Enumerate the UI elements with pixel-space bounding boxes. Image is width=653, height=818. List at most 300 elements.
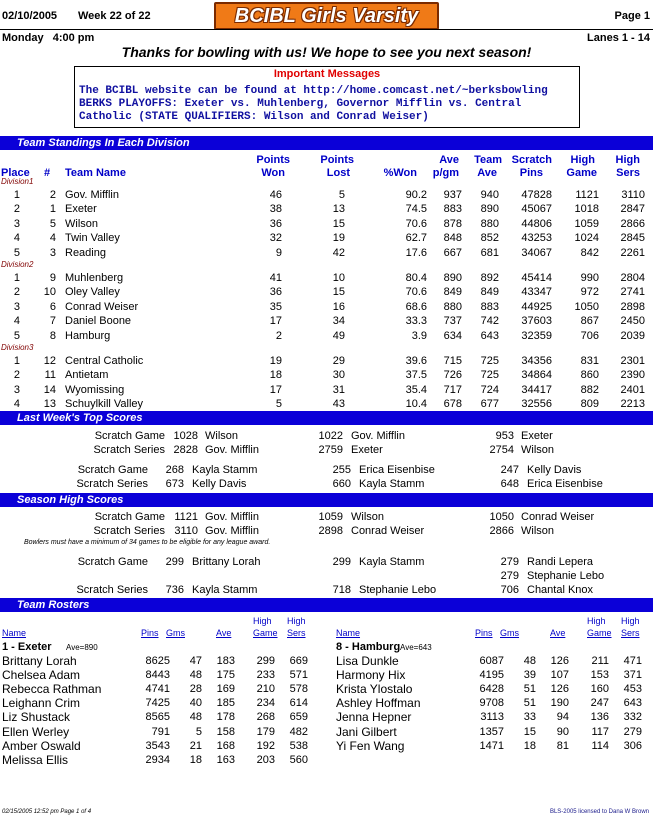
- bowler-name: Conrad Weiser: [351, 525, 425, 537]
- standings-cell-tave: 892: [480, 272, 499, 284]
- player-name: Liz Shustack: [2, 710, 71, 725]
- player-name: Brittany Lorah: [2, 654, 77, 668]
- player-name: Ellen Werley: [2, 724, 70, 739]
- standings-cell-pct: 68.6: [405, 300, 427, 313]
- player-stat: 268: [256, 711, 275, 724]
- player-stat: 306: [623, 739, 642, 752]
- score-value: 718: [332, 584, 351, 596]
- bowler-name: Gov. Mifflin: [351, 430, 405, 442]
- messages-title: Important Messages: [273, 68, 381, 80]
- bowler-name: Exeter: [521, 430, 553, 442]
- player-name: Chelsea Adam: [2, 668, 81, 683]
- important-messages-box: [74, 66, 580, 128]
- standings-cell-place: 5: [13, 329, 20, 342]
- player-name: Lisa Dunkle: [336, 654, 399, 668]
- team-name: Gov. Mifflin: [65, 189, 119, 201]
- standings-cell-hs: 2301: [620, 355, 645, 367]
- standings-cell-lost: 15: [332, 286, 345, 299]
- standings-cell-won: 5: [275, 398, 282, 411]
- standings-cell-hs: 2845: [620, 232, 645, 245]
- standings-cell-pins: 45414: [521, 272, 552, 284]
- player-stat: 94: [556, 711, 569, 724]
- player-stat: 21: [189, 739, 202, 752]
- standings-cell-pct: 10.4: [405, 398, 427, 411]
- standings-cell-pct: 70.6: [405, 286, 427, 299]
- standings-cell-pct: 33.3: [405, 315, 427, 328]
- player-stat: 126: [550, 655, 569, 667]
- score-value: 2866: [489, 525, 514, 537]
- bowler-name: Conrad Weiser: [521, 511, 595, 523]
- message-line: Catholic (STATE QUALIFIERS: Wilson and Conrad Weiser): [79, 111, 429, 123]
- bowler-name: Wilson: [205, 430, 239, 442]
- standings-cell-hs: 2401: [620, 383, 645, 396]
- section-bar-season-high: Season High Scores: [0, 493, 653, 507]
- roster-team-title: 8 - Hamburg: [336, 641, 401, 653]
- score-label: Scratch Game: [77, 556, 148, 568]
- player-stat: 175: [216, 669, 235, 682]
- player-stat: 39: [523, 669, 536, 682]
- standings-cell-lost: 49: [332, 329, 345, 342]
- day-time: Monday 4:00 pm: [2, 32, 95, 44]
- standings-cell-ave: 890: [443, 272, 462, 284]
- standings-cell-pct: 90.2: [405, 189, 427, 201]
- standings-cell-num: 2: [49, 189, 56, 201]
- player-stat: 234: [256, 697, 275, 710]
- standings-cell-pins: 34067: [521, 246, 552, 259]
- message-line: BERKS PLAYOFFS: Exeter vs. Muhlenberg, Governor Mifflin vs. Central: [79, 98, 522, 110]
- standings-cell-pins: 47828: [521, 189, 552, 201]
- player-stat: 538: [289, 739, 308, 752]
- player-stat: 136: [590, 711, 609, 724]
- standings-cell-hg: 1024: [574, 232, 599, 245]
- bowler-name: Kelly Davis: [527, 464, 582, 476]
- standings-cell-hs: 2261: [620, 246, 645, 259]
- standings-cell-place: 4: [13, 398, 20, 411]
- standings-cell-pins: 43253: [521, 232, 552, 245]
- division-label: Division1: [1, 177, 34, 186]
- standings-cell-won: 19: [269, 355, 282, 367]
- standings-cell-pct: 74.5: [405, 203, 427, 216]
- player-stat: 791: [151, 725, 170, 738]
- score-label: Scratch Series: [76, 584, 148, 596]
- standings-cell-lost: 30: [332, 369, 345, 382]
- standings-cell-tave: 849: [480, 286, 499, 299]
- standings-cell-hg: 1059: [574, 217, 599, 230]
- player-name: Ashley Hoffman: [336, 696, 421, 711]
- standings-cell-place: 3: [13, 383, 20, 396]
- score-value: 2759: [318, 444, 343, 456]
- player-stat: 183: [216, 655, 235, 667]
- score-value: 299: [165, 556, 184, 568]
- standings-cell-place: 3: [13, 300, 20, 313]
- bowler-name: Brittany Lorah: [192, 556, 261, 568]
- standings-cell-place: 1: [13, 272, 20, 284]
- report-date: 02/10/2005: [2, 10, 58, 22]
- footer-license: BLS-2005 licensed to Dana W Brown: [549, 809, 649, 815]
- score-value: 1022: [318, 430, 343, 442]
- roster-header-hs: Sers: [621, 628, 640, 638]
- footer-timestamp: 02/15/2005 12:52 pm Page 1 of 4: [2, 809, 92, 815]
- standings-cell-num: 1: [49, 203, 56, 216]
- team-name: Antietam: [65, 369, 109, 382]
- score-label: Scratch Series: [76, 478, 148, 490]
- standings-cell-num: 14: [43, 383, 56, 396]
- bowler-name: Stephanie Lebo: [527, 570, 605, 582]
- column-header-tave-top: Team: [474, 154, 502, 166]
- bowler-name: Kayla Stamm: [192, 464, 258, 476]
- standings-cell-hg: 831: [580, 355, 599, 367]
- player-name: Amber Oswald: [2, 738, 81, 753]
- player-stat: 299: [256, 655, 275, 667]
- player-stat: 9708: [479, 697, 504, 710]
- bowler-name: Kayla Stamm: [359, 556, 425, 568]
- column-header-tave: Ave: [477, 167, 497, 179]
- standings-cell-num: 13: [43, 398, 56, 411]
- score-value: 660: [332, 478, 351, 490]
- player-stat: 7425: [145, 697, 170, 710]
- score-value: 736: [165, 584, 184, 596]
- standings-cell-lost: 34: [332, 315, 345, 328]
- standings-cell-tave: 883: [480, 300, 499, 313]
- score-label: Scratch Game: [77, 464, 148, 476]
- score-value: 648: [500, 478, 519, 490]
- standings-cell-hs: 2847: [620, 203, 645, 216]
- score-value: 279: [500, 556, 519, 568]
- score-value: 706: [500, 584, 519, 596]
- standings-cell-place: 4: [13, 315, 20, 328]
- score-value: 673: [165, 478, 184, 490]
- roster-header-hs-top: High: [621, 616, 640, 626]
- standings-cell-num: 4: [49, 232, 56, 245]
- roster-header-ave: Ave: [550, 628, 566, 638]
- roster-header-hg: Game: [587, 628, 612, 638]
- standings-cell-hg: 990: [580, 272, 599, 284]
- player-stat: 203: [256, 753, 275, 766]
- standings-cell-pins: 34356: [521, 355, 552, 367]
- standings-cell-won: 17: [269, 315, 282, 328]
- bowler-name: Wilson: [521, 525, 555, 537]
- standings-cell-pins: 34417: [521, 383, 552, 396]
- team-name: Exeter: [65, 203, 97, 216]
- division-label: Division2: [1, 260, 34, 269]
- player-name: Yi Fen Wang: [336, 738, 405, 753]
- standings-cell-hs: 2741: [620, 286, 645, 299]
- player-stat: 4195: [479, 669, 504, 682]
- roster-header-hg: Game: [253, 628, 278, 638]
- player-stat: 8443: [145, 669, 170, 682]
- player-stat: 6428: [479, 683, 504, 696]
- team-name: Hamburg: [65, 329, 111, 342]
- standings-cell-lost: 31: [332, 383, 345, 396]
- roster-header-hg-top: High: [587, 616, 606, 626]
- player-stat: 28: [189, 683, 202, 696]
- player-name: Krista Ylostalo: [336, 682, 413, 697]
- week-label: Week 22 of 22: [78, 10, 151, 22]
- player-stat: 4741: [145, 683, 170, 696]
- player-stat: 163: [216, 753, 235, 766]
- standings-cell-hg: 867: [580, 315, 599, 328]
- score-value: 953: [495, 430, 514, 442]
- standings-cell-hs: 2898: [620, 300, 645, 313]
- team-name: Wilson: [65, 217, 99, 230]
- standings-cell-tave: 880: [480, 217, 499, 230]
- standings-cell-ave: 878: [443, 217, 462, 230]
- standings-cell-place: 2: [13, 369, 20, 382]
- page-number: Page 1: [614, 10, 650, 22]
- bowler-name: Gov. Mifflin: [205, 511, 259, 523]
- standings-cell-hs: 2804: [620, 272, 645, 284]
- standings-cell-won: 38: [269, 203, 282, 216]
- standings-cell-place: 5: [13, 246, 20, 259]
- standings-cell-tave: 681: [480, 246, 499, 259]
- bowler-name: Kelly Davis: [192, 478, 247, 490]
- standings-cell-pins: 44925: [521, 300, 552, 313]
- standings-cell-won: 18: [269, 369, 282, 382]
- standings-cell-lost: 29: [332, 355, 345, 367]
- player-stat: 169: [216, 683, 235, 696]
- standings-cell-tave: 724: [480, 383, 499, 396]
- standings-cell-pct: 70.6: [405, 217, 427, 230]
- standings-cell-hs: 2450: [620, 315, 645, 328]
- standings-cell-lost: 5: [338, 189, 345, 201]
- player-stat: 210: [256, 683, 275, 696]
- standings-cell-num: 3: [49, 246, 56, 259]
- player-stat: 614: [289, 697, 308, 710]
- score-value: 268: [165, 464, 184, 476]
- player-stat: 211: [591, 655, 609, 667]
- standings-cell-lost: 10: [332, 272, 345, 284]
- standings-cell-ave: 634: [443, 329, 462, 342]
- team-name: Oley Valley: [65, 286, 120, 299]
- bowler-name: Wilson: [351, 511, 385, 523]
- standings-cell-num: 6: [49, 300, 56, 313]
- standings-cell-num: 10: [43, 286, 56, 299]
- player-stat: 8625: [145, 655, 170, 667]
- column-header-num: #: [44, 167, 51, 179]
- standings-cell-hg: 842: [580, 246, 599, 259]
- standings-cell-hs: 3110: [621, 189, 645, 201]
- player-stat: 40: [189, 697, 202, 710]
- player-stat: 578: [289, 683, 308, 696]
- player-stat: 126: [550, 683, 569, 696]
- standings-cell-pct: 39.6: [405, 355, 427, 367]
- column-header-hs-top: High: [615, 154, 640, 166]
- league-title-banner: [214, 2, 439, 30]
- team-name: Wyomissing: [65, 383, 125, 396]
- standings-cell-ave: 715: [443, 355, 462, 367]
- standings-cell-pins: 37603: [521, 315, 552, 328]
- player-stat: 2934: [145, 753, 170, 766]
- standings-cell-num: 7: [49, 315, 56, 328]
- column-header-pins: Pins: [519, 167, 543, 179]
- roster-header-gms: Gms: [500, 628, 519, 638]
- roster-header-hs-top: High: [287, 616, 306, 626]
- player-stat: 371: [623, 669, 642, 682]
- player-stat: 560: [289, 753, 308, 766]
- standings-cell-hs: 2213: [620, 398, 645, 411]
- standings-cell-place: 3: [13, 217, 20, 230]
- bowler-name: Kayla Stamm: [359, 478, 425, 490]
- standings-cell-num: 8: [49, 329, 56, 342]
- standings-cell-ave: 717: [443, 383, 462, 396]
- player-stat: 107: [550, 669, 569, 682]
- player-stat: 279: [623, 725, 642, 738]
- standings-cell-lost: 42: [332, 246, 345, 259]
- player-stat: 178: [216, 711, 235, 724]
- player-stat: 33: [523, 711, 536, 724]
- score-value: 2754: [489, 444, 514, 456]
- standings-cell-pct: 80.4: [405, 272, 427, 284]
- player-stat: 185: [216, 697, 235, 710]
- player-stat: 158: [216, 725, 235, 738]
- standings-cell-lost: 13: [332, 203, 345, 216]
- player-stat: 18: [523, 739, 536, 752]
- standings-cell-tave: 677: [480, 398, 499, 411]
- standings-cell-hg: 860: [580, 369, 599, 382]
- player-stat: 90: [556, 725, 569, 738]
- score-value: 279: [500, 570, 519, 582]
- player-stat: 168: [216, 739, 235, 752]
- player-stat: 192: [256, 739, 275, 752]
- roster-team-title: 1 - Exeter: [2, 641, 52, 653]
- bowler-name: Kayla Stamm: [192, 584, 258, 596]
- roster-team-average: Ave=643: [400, 643, 432, 652]
- player-stat: 117: [591, 725, 609, 738]
- standings-cell-hg: 1121: [575, 189, 599, 201]
- roster-header-name: Name: [336, 628, 361, 638]
- column-header-lost: Lost: [326, 167, 350, 179]
- player-stat: 8565: [145, 711, 170, 724]
- standings-cell-ave: 937: [443, 189, 462, 201]
- team-name: Central Catholic: [65, 355, 144, 367]
- standings-cell-hg: 1050: [574, 300, 599, 313]
- standings-cell-place: 1: [13, 355, 20, 367]
- standings-cell-hs: 2039: [620, 329, 645, 342]
- standings-cell-num: 11: [44, 369, 56, 382]
- column-header-pct: %Won: [383, 167, 417, 179]
- standings-cell-pins: 32359: [521, 329, 552, 342]
- player-stat: 1357: [479, 725, 504, 738]
- standings-cell-pins: 34864: [521, 369, 552, 382]
- player-stat: 643: [623, 697, 642, 710]
- column-header-ave-top: Ave: [439, 154, 459, 166]
- standings-cell-hg: 1018: [574, 203, 599, 216]
- player-stat: 233: [256, 669, 275, 682]
- standings-cell-pins: 43347: [521, 286, 552, 299]
- standings-cell-ave: 737: [443, 315, 462, 328]
- score-value: 1121: [174, 511, 198, 523]
- standings-cell-won: 2: [275, 329, 282, 342]
- player-stat: 659: [289, 711, 308, 724]
- standings-cell-pins: 32556: [521, 398, 552, 411]
- standings-cell-pct: 3.9: [411, 329, 427, 342]
- player-stat: 153: [590, 669, 609, 682]
- player-stat: 179: [256, 725, 275, 738]
- roster-header-hs: Sers: [287, 628, 306, 638]
- standings-cell-hg: 972: [580, 286, 599, 299]
- standings-cell-pct: 62.7: [405, 232, 427, 245]
- score-value: 299: [332, 556, 351, 568]
- section-bar-last-week: Last Week's Top Scores: [0, 411, 653, 425]
- standings-cell-tave: 940: [480, 189, 499, 201]
- player-stat: 114: [591, 739, 609, 752]
- standings-cell-num: 5: [49, 217, 56, 230]
- standings-cell-pct: 17.6: [405, 246, 427, 259]
- column-header-place: Place: [1, 167, 30, 179]
- standings-cell-hg: 706: [580, 329, 599, 342]
- section-bar-rosters: Team Rosters: [0, 598, 653, 612]
- column-header-pins-top: Scratch: [511, 154, 552, 166]
- score-value: 1028: [173, 430, 198, 442]
- bowler-name: Gov. Mifflin: [205, 525, 259, 537]
- player-name: Leighann Crim: [2, 696, 81, 711]
- team-name: Twin Valley: [65, 232, 120, 245]
- player-stat: 51: [523, 697, 536, 710]
- score-value: 2828: [173, 444, 198, 456]
- standings-cell-tave: 742: [480, 315, 499, 328]
- standings-cell-lost: 15: [332, 217, 345, 230]
- bowler-name: Erica Eisenbise: [527, 478, 603, 490]
- standings-cell-won: 41: [269, 272, 282, 284]
- player-stat: 482: [289, 725, 308, 738]
- roster-header-gms: Gms: [166, 628, 185, 638]
- standings-cell-place: 1: [13, 189, 20, 201]
- player-stat: 48: [523, 655, 536, 667]
- standings-cell-num: 9: [49, 272, 56, 284]
- bowler-name: Chantal Knox: [527, 584, 594, 596]
- standings-cell-lost: 16: [332, 300, 345, 313]
- standings-cell-tave: 725: [480, 355, 499, 367]
- score-label: Scratch Series: [93, 444, 165, 456]
- bowler-name: Erica Eisenbise: [359, 464, 435, 476]
- player-stat: 5: [195, 725, 202, 738]
- roster-header-pins: Pins: [475, 628, 493, 638]
- standings-cell-hs: 2866: [620, 217, 645, 230]
- player-name: Melissa Ellis: [2, 752, 69, 767]
- standings-cell-won: 35: [269, 300, 282, 313]
- column-header-name: Team Name: [65, 167, 126, 179]
- player-stat: 3113: [480, 711, 504, 724]
- team-name: Muhlenberg: [65, 272, 124, 284]
- standings-cell-pins: 44806: [521, 217, 552, 230]
- player-stat: 47: [189, 655, 202, 667]
- lanes-label: Lanes 1 - 14: [587, 32, 650, 44]
- player-stat: 571: [289, 669, 308, 682]
- player-name: Jenna Hepner: [336, 710, 412, 725]
- standings-cell-ave: 726: [443, 369, 462, 382]
- player-stat: 1471: [479, 739, 504, 752]
- standings-cell-ave: 667: [443, 246, 462, 259]
- roster-header-ave: Ave: [216, 628, 232, 638]
- standings-cell-ave: 848: [443, 232, 462, 245]
- bowler-name: Exeter: [351, 444, 383, 456]
- league-title: BCIBL Girls Varsity: [234, 5, 419, 27]
- standings-cell-tave: 890: [480, 203, 499, 216]
- standings-cell-hg: 882: [580, 383, 599, 396]
- team-name: Daniel Boone: [65, 315, 132, 328]
- standings-cell-num: 12: [43, 355, 56, 367]
- standings-cell-won: 46: [269, 189, 282, 201]
- header-rule: [0, 29, 653, 30]
- standings-cell-won: 17: [269, 383, 282, 396]
- score-value: 2898: [318, 525, 343, 537]
- section-bar-standings: Team Standings In Each Division: [0, 136, 653, 150]
- team-name: Conrad Weiser: [65, 300, 139, 313]
- roster-header-pins: Pins: [141, 628, 159, 638]
- score-value: 255: [332, 464, 351, 476]
- standings-cell-pins: 45067: [521, 203, 552, 216]
- standings-cell-pct: 35.4: [405, 383, 427, 396]
